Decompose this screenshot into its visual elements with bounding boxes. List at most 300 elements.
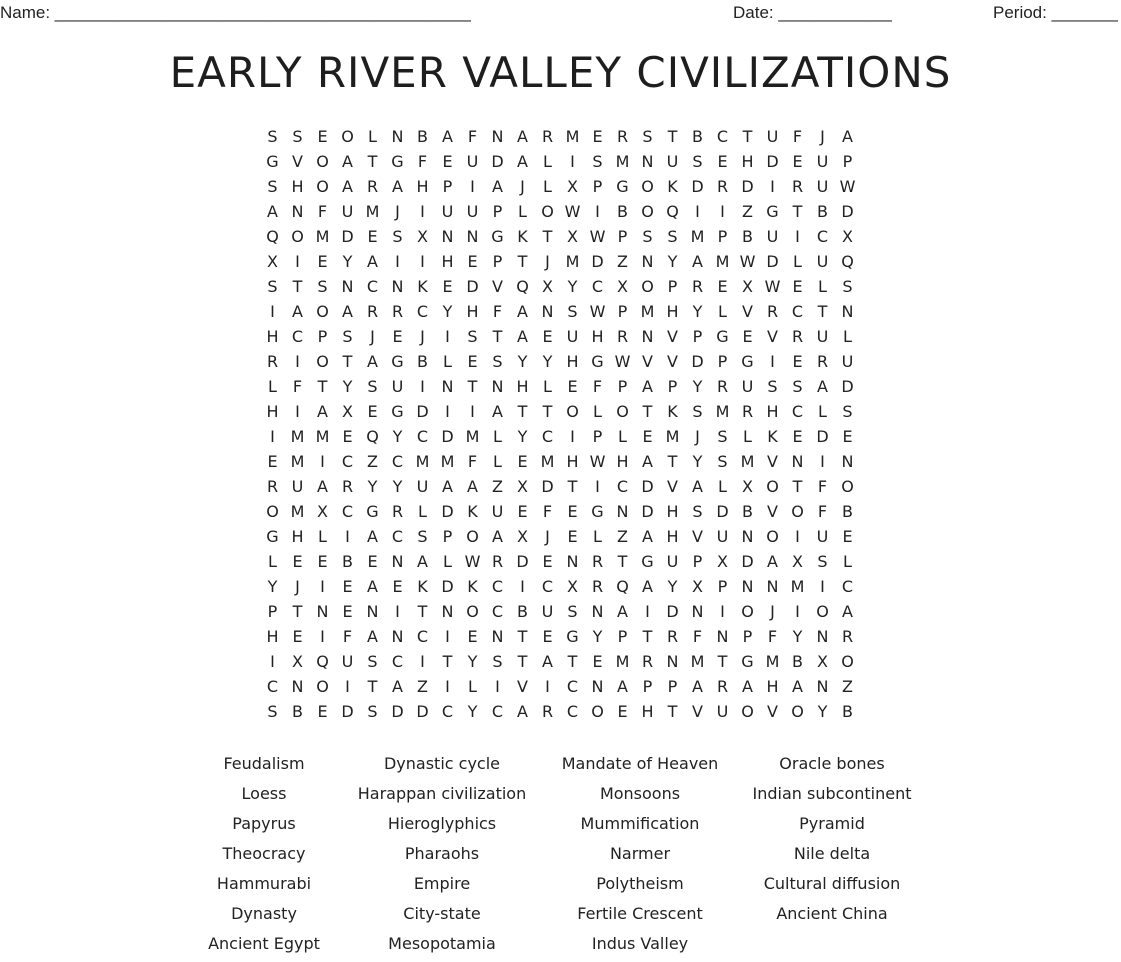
grid-letter: B bbox=[617, 202, 628, 221]
grid-letter: K bbox=[517, 227, 528, 246]
grid-letter: O bbox=[741, 702, 754, 721]
grid-letter: E bbox=[592, 127, 603, 146]
grid-letter: Y bbox=[342, 252, 353, 271]
grid-letter: O bbox=[566, 402, 579, 421]
grid-letter: H bbox=[266, 627, 279, 646]
grid-letter: Y bbox=[692, 377, 703, 396]
grid-letter: A bbox=[342, 302, 353, 321]
grid-letter: E bbox=[792, 152, 803, 171]
grid-letter: I bbox=[270, 427, 275, 446]
grid-letter: C bbox=[416, 302, 429, 321]
grid-letter: D bbox=[516, 552, 529, 571]
grid-letter: X bbox=[567, 227, 578, 246]
word-item: Hammurabi bbox=[216, 874, 312, 893]
grid-letter: M bbox=[665, 427, 680, 446]
grid-letter: N bbox=[691, 602, 704, 621]
grid-letter: T bbox=[792, 202, 803, 221]
word-item: Ancient Egypt bbox=[208, 934, 320, 953]
grid-letter: V bbox=[692, 702, 703, 721]
grid-letter: O bbox=[841, 652, 854, 671]
grid-letter: C bbox=[491, 602, 504, 621]
grid-letter: U bbox=[466, 152, 479, 171]
grid-row bbox=[260, 424, 860, 449]
grid-letter: U bbox=[416, 477, 429, 496]
grid-letter: C bbox=[266, 677, 279, 696]
grid-letter: P bbox=[617, 302, 628, 321]
grid-letter: G bbox=[591, 502, 604, 521]
grid-letter: F bbox=[342, 627, 353, 646]
grid-letter: D bbox=[591, 252, 604, 271]
grid-letter: P bbox=[317, 327, 328, 346]
word-item: Mummification bbox=[580, 814, 700, 833]
grid-letter: M bbox=[765, 652, 780, 671]
grid-letter: G bbox=[391, 152, 404, 171]
grid-letter: S bbox=[492, 652, 503, 671]
grid-letter: T bbox=[417, 602, 428, 621]
grid-letter: N bbox=[591, 602, 604, 621]
grid-letter: C bbox=[566, 702, 579, 721]
grid-letter: O bbox=[316, 352, 329, 371]
grid-letter: O bbox=[766, 477, 779, 496]
grid-letter: V bbox=[292, 152, 303, 171]
grid-letter: T bbox=[642, 627, 653, 646]
grid-letter: G bbox=[491, 227, 504, 246]
grid-letter: E bbox=[592, 652, 603, 671]
grid-letter: A bbox=[367, 527, 378, 546]
grid-letter: I bbox=[470, 177, 475, 196]
grid-letter: X bbox=[342, 402, 353, 421]
grid-letter: D bbox=[766, 252, 779, 271]
grid-letter: H bbox=[516, 377, 529, 396]
grid-row bbox=[260, 674, 860, 699]
grid-letter: G bbox=[566, 627, 579, 646]
grid-letter: V bbox=[667, 477, 678, 496]
grid-letter: U bbox=[766, 227, 779, 246]
grid-letter: L bbox=[793, 252, 802, 271]
grid-letter: U bbox=[341, 652, 354, 671]
grid-letter: H bbox=[566, 452, 579, 471]
grid-letter: D bbox=[441, 502, 454, 521]
word-item: Pyramid bbox=[799, 814, 865, 833]
word-item: Mandate of Heaven bbox=[561, 754, 719, 773]
grid-letter: L bbox=[718, 477, 727, 496]
grid-letter: N bbox=[466, 227, 479, 246]
grid-letter: X bbox=[267, 252, 278, 271]
grid-letter: D bbox=[416, 702, 429, 721]
grid-letter: X bbox=[842, 227, 853, 246]
grid-letter: I bbox=[570, 427, 575, 446]
grid-letter: A bbox=[442, 477, 453, 496]
grid-letter: D bbox=[716, 502, 729, 521]
grid-letter: O bbox=[841, 477, 854, 496]
grid-letter: U bbox=[841, 352, 854, 371]
grid-letter: R bbox=[391, 302, 404, 321]
grid-letter: A bbox=[417, 552, 428, 571]
grid-letter: N bbox=[491, 127, 504, 146]
grid-letter: P bbox=[717, 577, 728, 596]
grid-letter: N bbox=[841, 302, 854, 321]
grid-letter: T bbox=[642, 402, 653, 421]
grid-letter: S bbox=[467, 327, 478, 346]
grid-letter: Z bbox=[842, 677, 853, 696]
grid-letter: B bbox=[417, 352, 428, 371]
grid-letter: E bbox=[567, 377, 578, 396]
grid-letter: A bbox=[792, 677, 803, 696]
grid-letter: F bbox=[792, 127, 803, 146]
grid-letter: N bbox=[641, 252, 654, 271]
grid-letter: C bbox=[341, 502, 354, 521]
grid-letter: F bbox=[817, 477, 828, 496]
grid-letter: I bbox=[520, 577, 525, 596]
grid-letter: E bbox=[442, 152, 453, 171]
grid-letter: U bbox=[816, 252, 829, 271]
grid-letter: V bbox=[692, 527, 703, 546]
grid-letter: E bbox=[392, 327, 403, 346]
grid-letter: P bbox=[617, 377, 628, 396]
grid-letter: S bbox=[717, 452, 728, 471]
grid-letter: O bbox=[316, 152, 329, 171]
grid-letter: D bbox=[441, 427, 454, 446]
grid-letter: U bbox=[341, 202, 354, 221]
grid-letter: E bbox=[567, 527, 578, 546]
grid-letter: F bbox=[692, 627, 703, 646]
grid-letter: B bbox=[742, 227, 753, 246]
grid-letter: U bbox=[716, 702, 729, 721]
grid-letter: Y bbox=[792, 627, 803, 646]
grid-letter: A bbox=[617, 677, 628, 696]
grid-letter: I bbox=[470, 402, 475, 421]
grid-letter: I bbox=[295, 402, 300, 421]
grid-letter: O bbox=[741, 602, 754, 621]
grid-letter: T bbox=[342, 352, 353, 371]
grid-letter: Y bbox=[442, 302, 453, 321]
grid-letter: H bbox=[591, 327, 604, 346]
grid-letter: N bbox=[816, 677, 829, 696]
grid-letter: R bbox=[541, 702, 554, 721]
grid-letter: T bbox=[567, 652, 578, 671]
grid-letter: I bbox=[795, 227, 800, 246]
grid-letter: S bbox=[492, 352, 503, 371]
grid-letter: E bbox=[367, 552, 378, 571]
grid-letter: S bbox=[842, 277, 853, 296]
grid-letter: M bbox=[315, 427, 330, 446]
grid-letter: B bbox=[817, 202, 828, 221]
grid-letter: E bbox=[617, 702, 628, 721]
grid-letter: M bbox=[690, 227, 705, 246]
grid-letter: A bbox=[692, 477, 703, 496]
grid-letter: X bbox=[317, 502, 328, 521]
grid-letter: F bbox=[592, 377, 603, 396]
grid-letter: E bbox=[342, 577, 353, 596]
grid-letter: U bbox=[541, 602, 554, 621]
grid-letter: A bbox=[642, 577, 653, 596]
grid-letter: E bbox=[742, 327, 753, 346]
grid-letter: V bbox=[742, 302, 753, 321]
grid-letter: N bbox=[791, 452, 804, 471]
word-item: Empire bbox=[413, 874, 471, 893]
grid-letter: L bbox=[593, 527, 602, 546]
grid-letter: A bbox=[742, 677, 753, 696]
grid-row bbox=[260, 399, 860, 424]
grid-letter: O bbox=[291, 227, 304, 246]
grid-letter: A bbox=[342, 152, 353, 171]
grid-letter: N bbox=[641, 327, 654, 346]
grid-letter: O bbox=[616, 402, 629, 421]
grid-letter: U bbox=[666, 152, 679, 171]
grid-letter: I bbox=[820, 452, 825, 471]
grid-letter: I bbox=[495, 677, 500, 696]
grid-letter: L bbox=[493, 452, 502, 471]
grid-letter: N bbox=[591, 677, 604, 696]
grid-row bbox=[260, 699, 860, 724]
grid-letter: I bbox=[320, 627, 325, 646]
grid-letter: W bbox=[589, 452, 606, 471]
grid-letter: V bbox=[492, 277, 503, 296]
word-list-column-2 bbox=[332, 752, 552, 962]
grid-letter: E bbox=[567, 502, 578, 521]
grid-letter: L bbox=[543, 152, 552, 171]
word-item: Dynastic cycle bbox=[383, 754, 501, 773]
grid-letter: L bbox=[818, 277, 827, 296]
grid-letter: R bbox=[716, 677, 729, 696]
grid-row bbox=[260, 124, 860, 149]
grid-letter: U bbox=[741, 377, 754, 396]
grid-letter: S bbox=[667, 227, 678, 246]
grid-letter: N bbox=[766, 577, 779, 596]
word-item: Nile delta bbox=[793, 844, 871, 863]
grid-letter: A bbox=[517, 302, 528, 321]
grid-letter: T bbox=[817, 302, 828, 321]
grid-letter: I bbox=[445, 402, 450, 421]
grid-letter: Z bbox=[617, 527, 628, 546]
grid-row bbox=[260, 324, 860, 349]
grid-letter: E bbox=[542, 552, 553, 571]
word-item: Narmer bbox=[609, 844, 671, 863]
grid-letter: E bbox=[792, 427, 803, 446]
grid-letter: I bbox=[820, 577, 825, 596]
grid-letter: P bbox=[692, 552, 703, 571]
grid-letter: A bbox=[367, 252, 378, 271]
grid-letter: R bbox=[366, 302, 379, 321]
grid-letter: R bbox=[741, 402, 754, 421]
grid-letter: F bbox=[317, 202, 328, 221]
grid-letter: A bbox=[317, 477, 328, 496]
grid-letter: N bbox=[541, 302, 554, 321]
grid-row bbox=[260, 349, 860, 374]
grid-letter: I bbox=[770, 177, 775, 196]
grid-letter: J bbox=[545, 527, 550, 546]
grid-letter: M bbox=[365, 202, 380, 221]
grid-letter: Y bbox=[667, 252, 678, 271]
grid-letter: Y bbox=[592, 627, 603, 646]
grid-letter: V bbox=[642, 352, 653, 371]
grid-letter: N bbox=[391, 552, 404, 571]
grid-letter: T bbox=[567, 477, 578, 496]
grid-letter: D bbox=[666, 602, 679, 621]
grid-letter: N bbox=[666, 652, 679, 671]
grid-letter: K bbox=[667, 177, 678, 196]
grid-letter: U bbox=[491, 502, 504, 521]
grid-letter: R bbox=[691, 277, 704, 296]
grid-letter: M bbox=[715, 402, 730, 421]
grid-letter: C bbox=[416, 627, 429, 646]
grid-letter: N bbox=[441, 377, 454, 396]
grid-letter: R bbox=[616, 127, 629, 146]
grid-letter: N bbox=[841, 452, 854, 471]
grid-letter: D bbox=[641, 477, 654, 496]
grid-letter: N bbox=[291, 202, 304, 221]
grid-letter: U bbox=[441, 202, 454, 221]
grid-letter: L bbox=[593, 402, 602, 421]
date-field[interactable]: Date: ____________ bbox=[733, 3, 892, 22]
grid-letter: C bbox=[791, 302, 804, 321]
grid-letter: I bbox=[445, 327, 450, 346]
grid-letter: H bbox=[566, 352, 579, 371]
grid-letter: X bbox=[417, 227, 428, 246]
grid-letter: D bbox=[466, 277, 479, 296]
grid-letter: S bbox=[817, 552, 828, 571]
grid-letter: Y bbox=[467, 702, 478, 721]
grid-letter: S bbox=[367, 702, 378, 721]
grid-letter: T bbox=[492, 327, 503, 346]
grid-letter: Y bbox=[467, 652, 478, 671]
grid-letter: Y bbox=[542, 352, 553, 371]
name-field[interactable]: Name: ____________________________________________ bbox=[0, 3, 471, 22]
grid-letter: L bbox=[543, 377, 552, 396]
grid-row bbox=[260, 549, 860, 574]
grid-letter: A bbox=[492, 177, 503, 196]
grid-letter: I bbox=[420, 377, 425, 396]
word-list-column-3 bbox=[530, 752, 750, 962]
grid-letter: T bbox=[542, 402, 553, 421]
grid-letter: O bbox=[316, 302, 329, 321]
grid-letter: Z bbox=[617, 252, 628, 271]
grid-letter: F bbox=[467, 127, 478, 146]
grid-letter: A bbox=[692, 677, 703, 696]
grid-row bbox=[260, 649, 860, 674]
grid-letter: N bbox=[566, 552, 579, 571]
grid-letter: B bbox=[292, 702, 303, 721]
grid-letter: E bbox=[467, 252, 478, 271]
grid-letter: D bbox=[641, 502, 654, 521]
grid-letter: T bbox=[717, 652, 728, 671]
grid-letter: Q bbox=[316, 652, 329, 671]
grid-letter: S bbox=[267, 702, 278, 721]
grid-letter: E bbox=[342, 602, 353, 621]
grid-letter: P bbox=[617, 227, 628, 246]
grid-letter: L bbox=[443, 552, 452, 571]
grid-letter: E bbox=[317, 127, 328, 146]
grid-letter: Z bbox=[742, 202, 753, 221]
grid-letter: A bbox=[367, 627, 378, 646]
grid-letter: I bbox=[720, 602, 725, 621]
grid-letter: S bbox=[267, 127, 278, 146]
grid-letter: O bbox=[641, 202, 654, 221]
grid-row bbox=[260, 449, 860, 474]
grid-letter: G bbox=[266, 527, 279, 546]
grid-letter: X bbox=[542, 277, 553, 296]
grid-letter: M bbox=[740, 452, 755, 471]
grid-letter: I bbox=[770, 352, 775, 371]
grid-letter: L bbox=[718, 302, 727, 321]
grid-letter: U bbox=[566, 327, 579, 346]
grid-letter: I bbox=[695, 202, 700, 221]
word-item: Hieroglyphics bbox=[387, 814, 497, 833]
grid-letter: D bbox=[841, 202, 854, 221]
grid-letter: O bbox=[766, 527, 779, 546]
grid-letter: D bbox=[741, 177, 754, 196]
grid-letter: N bbox=[391, 627, 404, 646]
grid-letter: T bbox=[742, 127, 753, 146]
grid-letter: X bbox=[692, 577, 703, 596]
grid-letter: R bbox=[641, 652, 654, 671]
grid-letter: C bbox=[541, 577, 554, 596]
grid-letter: V bbox=[517, 677, 528, 696]
grid-letter: R bbox=[816, 352, 829, 371]
grid-letter: S bbox=[367, 377, 378, 396]
grid-letter: E bbox=[292, 552, 303, 571]
grid-letter: V bbox=[667, 327, 678, 346]
grid-letter: F bbox=[417, 152, 428, 171]
grid-letter: O bbox=[791, 502, 804, 521]
grid-letter: M bbox=[415, 452, 430, 471]
grid-letter: R bbox=[541, 127, 554, 146]
grid-letter: M bbox=[690, 652, 705, 671]
grid-letter: G bbox=[716, 327, 729, 346]
grid-letter: T bbox=[542, 227, 553, 246]
grid-letter: Z bbox=[417, 677, 428, 696]
grid-letter: K bbox=[417, 577, 428, 596]
grid-letter: T bbox=[292, 277, 303, 296]
grid-letter: S bbox=[367, 652, 378, 671]
grid-row bbox=[260, 474, 860, 499]
grid-letter: G bbox=[391, 402, 404, 421]
grid-letter: E bbox=[792, 277, 803, 296]
grid-letter: B bbox=[742, 502, 753, 521]
grid-letter: B bbox=[792, 652, 803, 671]
grid-letter: N bbox=[316, 602, 329, 621]
grid-letter: L bbox=[443, 352, 452, 371]
grid-row bbox=[260, 374, 860, 399]
grid-letter: N bbox=[741, 577, 754, 596]
grid-letter: A bbox=[542, 652, 553, 671]
grid-letter: Y bbox=[692, 302, 703, 321]
grid-letter: H bbox=[641, 702, 654, 721]
grid-letter: T bbox=[517, 402, 528, 421]
word-item: Monsoons bbox=[599, 784, 681, 803]
grid-letter: N bbox=[291, 677, 304, 696]
grid-letter: E bbox=[292, 627, 303, 646]
grid-letter: R bbox=[266, 352, 279, 371]
grid-letter: T bbox=[367, 152, 378, 171]
grid-letter: L bbox=[493, 427, 502, 446]
grid-letter: O bbox=[316, 677, 329, 696]
grid-letter: H bbox=[291, 177, 304, 196]
grid-letter: R bbox=[766, 302, 779, 321]
grid-letter: M bbox=[640, 302, 655, 321]
grid-letter: P bbox=[717, 227, 728, 246]
period-field[interactable]: Period: _______ bbox=[993, 3, 1118, 22]
grid-letter: I bbox=[720, 202, 725, 221]
grid-letter: D bbox=[341, 227, 354, 246]
grid-letter: D bbox=[541, 477, 554, 496]
grid-letter: O bbox=[641, 177, 654, 196]
grid-letter: Y bbox=[267, 577, 278, 596]
grid-letter: R bbox=[666, 627, 679, 646]
word-item: Loess bbox=[241, 784, 287, 803]
grid-letter: E bbox=[542, 627, 553, 646]
grid-letter: Y bbox=[517, 427, 528, 446]
